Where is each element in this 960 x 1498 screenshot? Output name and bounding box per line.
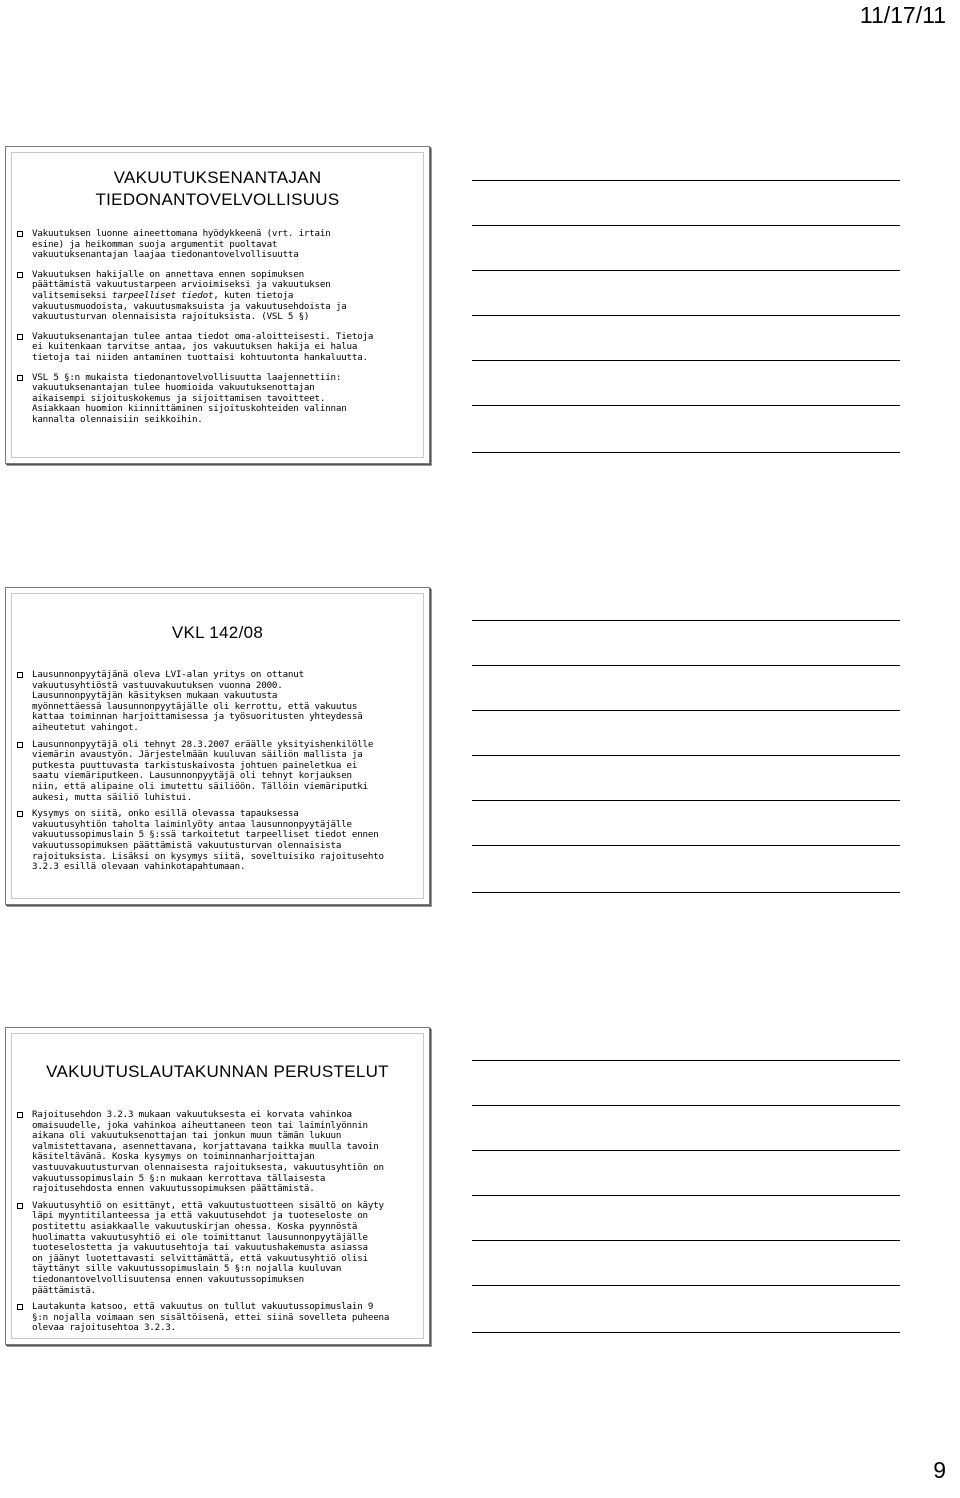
- note-line: [472, 800, 900, 801]
- text-line: Vakuutusyhtiö on esittänyt, että vakuutustuotteen sisältö on käyty: [32, 1199, 384, 1211]
- text-line: aiheutetut vahingot.: [32, 721, 139, 733]
- text-line: rajoitusehdosta ennen vakuutussopimuksen päättämistä.: [32, 1183, 315, 1195]
- text-line: vakuutusyhtiöstä vastuuvakuutuksen vuonna 2000.: [32, 679, 283, 691]
- text-line: käsiteltävänä. Koska kysymys on toiminnanharjoittajan: [32, 1151, 315, 1163]
- slide-1-bullet-3: [32, 332, 417, 364]
- note-line: [472, 180, 900, 181]
- text-line: tiedonantovelvollisuutensa ennen vakuutussopimuksen: [32, 1273, 304, 1285]
- text-line: kattaa toiminnan harjoittamisessa ja työsuoritusten yhteydessä: [32, 711, 363, 723]
- note-line: [472, 225, 900, 226]
- text-line: vakuutussopimuslain 5 §:n mukaan kerrottava tällaisesta: [32, 1172, 326, 1184]
- text-line: §:n nojalla voimaan sen sisältöisenä, ettei siinä sovelleta puheena: [32, 1311, 390, 1323]
- text-line: myönnettäessä lausunnonpyytäjälle oli kerrottu, että vakuutus: [32, 700, 358, 712]
- bullet-square-icon: [17, 231, 23, 237]
- text-line: vakuutusmuodoista, vakuutusmaksuista ja vakuutusehdoista ja: [32, 300, 347, 312]
- text-line: päättämistä.: [32, 1284, 96, 1296]
- text-fragment: , kuten tietoja: [213, 289, 294, 301]
- text-line: aikana oli vakuutuksenottajan tai jonkun muun tämän lukuun: [32, 1130, 342, 1142]
- note-line: [472, 1285, 900, 1286]
- slide-1-title-line-1: VAKUUTUKSENANTAJAN: [113, 168, 322, 187]
- text-line: Lausunnonpyytäjän käsityksen mukaan vakuutusta: [32, 690, 278, 702]
- slide-3-title: VAKUUTUSLAUTAKUNNAN PERUSTELUT: [46, 1062, 389, 1081]
- slide-3-bullet-3: [32, 1302, 417, 1334]
- text-line: vakuutusturvan olennaisista rajoituksista. (VSL 5 §): [32, 311, 310, 323]
- bullet-square-icon: [17, 672, 23, 678]
- bullet-square-icon: [17, 334, 23, 340]
- slide-2-title: VKL 142/08: [171, 623, 264, 642]
- text-line: Asiakkaan huomion kiinnittäminen sijoituskohteiden valinnan: [32, 403, 347, 415]
- notes-lines-1: [472, 180, 900, 460]
- bullet-square-icon: [17, 1304, 23, 1310]
- text-line: huolimatta vakuutusyhtiö ei ole toimittanut lausunnonpyytäjälle: [32, 1231, 368, 1243]
- text-line: Rajoitusehdon 3.2.3 mukaan vakuutuksesta ei korvata vahinkoa: [32, 1109, 352, 1120]
- note-line: [472, 1150, 900, 1151]
- print-date: 11/17/11: [859, 2, 946, 28]
- text-line: vakuutusyhtiön taholta laiminlyöty antaa lausunnonpyytäjälle: [32, 818, 352, 830]
- italic-fragment: tarpeelliset tiedot: [111, 289, 214, 301]
- text-line: tietoja tai niiden antaminen tuottaisi kohtuutonta hankaluutta.: [32, 351, 368, 363]
- text-line: ei kuitenkaan tarvitse antaa, jos vakuutuksen hakija ei halua: [32, 341, 358, 353]
- slide-2-bullet-2: [32, 740, 417, 804]
- bullet-square-icon: [17, 375, 23, 381]
- text-line: VSL 5 §:n mukaista tiedonantovelvollisuutta laajennettiin:: [32, 371, 342, 383]
- page-number: 9: [933, 1457, 946, 1483]
- text-line: kannalta olennaisiin seikkoihin.: [32, 413, 203, 425]
- text-line: vastuuvakuutusturvan olennaisesta rajoituksesta, vakuutusyhtiön on: [32, 1161, 384, 1173]
- slide-1-bullet-2: [32, 270, 417, 323]
- slide-2-body: [32, 670, 417, 873]
- note-line: [472, 1105, 900, 1106]
- notes-lines-2: [472, 620, 900, 900]
- slide-3-bullet-2: [32, 1201, 417, 1296]
- slide-2-bullet-3: [32, 809, 417, 873]
- note-line: [472, 452, 900, 453]
- slide-1-body: [32, 229, 417, 426]
- text-line: viemärin avaustyön. Järjestelmään kuuluvan säiliön mallista ja: [32, 749, 363, 761]
- text-line: vakuutuksenantajan laajaa tiedonantovelvollisuutta: [32, 249, 299, 261]
- slide-1-title-line-2: TIEDONANTOVELVOLLISUUS: [95, 190, 340, 209]
- note-line: [472, 405, 900, 406]
- text-line: saatu viemäriputkeen. Lausunnonpyytäjä oli tehnyt korjauksen: [32, 770, 352, 782]
- text-line: aikaisempi sijoituskokemus ja sijoittamisen tavoitteet.: [32, 392, 326, 404]
- notes-lines-3: [472, 1060, 900, 1340]
- note-line: [472, 1060, 900, 1061]
- text-line: [32, 291, 417, 302]
- bullet-square-icon: [17, 742, 23, 748]
- slide-2: [5, 587, 430, 905]
- text-line: esine) ja heikomman suoja argumentit puoltavat: [32, 238, 278, 250]
- text-line: Lausunnonpyytäjä oli tehnyt 28.3.2007 eräälle yksityishenkilölle: [32, 738, 374, 750]
- note-line: [472, 665, 900, 666]
- note-line: [472, 315, 900, 316]
- slide-3-body: [32, 1110, 417, 1334]
- text-line: läpi myyntitilanteessa ja että vakuutusehdot ja tuoteseloste on: [32, 1210, 368, 1222]
- note-line: [472, 1195, 900, 1196]
- text-line: tuoteselostetta ja vakuutusehtoja tai vakuutushakemusta asiassa: [32, 1242, 368, 1254]
- text-line: aukesi, mutta säiliö luhistui.: [32, 791, 192, 803]
- text-line: putkesta puuttuvasta tarkistuskaivosta johtuen paineletkua ei: [32, 759, 358, 771]
- text-line: niin, että alipaine oli imutettu säiliöön. Tällöin viemäriputki: [32, 780, 368, 792]
- note-line: [472, 892, 900, 893]
- bullet-square-icon: [17, 1203, 23, 1209]
- note-line: [472, 1240, 900, 1241]
- note-line: [472, 620, 900, 621]
- slide-1-title: [6, 167, 429, 211]
- text-line: rajoituksista. Lisäksi on kysymys siitä, soveltuisiko rajoitusehto: [32, 850, 384, 862]
- slide-3-bullet-1: [32, 1110, 417, 1195]
- note-line: [472, 360, 900, 361]
- bullet-square-icon: [17, 1112, 23, 1118]
- text-line: olevaa rajoitusehtoa 3.2.3.: [32, 1322, 176, 1334]
- note-line: [472, 710, 900, 711]
- note-line: [472, 270, 900, 271]
- text-line: valmistettavana, asennettavana, korjattavana taikka muulla tavoin: [32, 1140, 379, 1152]
- text-fragment: valitsemiseksi: [32, 289, 112, 301]
- note-line: [472, 1332, 900, 1333]
- text-line: täyttänyt sille vakuutussopimuslain 5 §:n nojalla kuuluvan: [32, 1263, 342, 1275]
- text-line: omaisuudelle, joka vahinkoa aiheuttaneen teon tai laiminlyönnin: [32, 1119, 368, 1131]
- text-line: vakuutuksenantajan tulee huomioida vakuutuksenottajan: [32, 382, 315, 394]
- text-line: on jäänyt luotettavasti selvittämättä, että vakuutusyhtiö olisi: [32, 1252, 368, 1264]
- text-line: Lausunnonpyytäjänä oleva LVI-alan yritys on ottanut: [32, 669, 304, 680]
- text-line: Vakuutuksen hakijalle on annettava ennen sopimuksen: [32, 268, 304, 280]
- text-line: postitettu asiakkaalle vakuutuskirjan ohessa. Koska pyynnöstä: [32, 1220, 358, 1232]
- bullet-square-icon: [17, 272, 23, 278]
- slide-2-bullet-1: [32, 670, 417, 734]
- note-line: [472, 755, 900, 756]
- text-line: vakuutussopimuksen päättämistä vakuutusturvan olennaisista: [32, 839, 342, 851]
- text-line: Vakuutuksen luonne aineettomana hyödykkeenä (vrt. irtain: [32, 228, 331, 239]
- text-line: 3.2.3 esillä olevaan vahinkotapahtumaan.: [32, 861, 246, 873]
- slide-1-bullet-1: [32, 229, 417, 261]
- text-line: vakuutussopimuslain 5 §:ssä tarkoitetut tarpeelliset tiedot ennen: [32, 829, 379, 841]
- text-line: Vakuutuksenantajan tulee antaa tiedot oma-aloitteisesti. Tietoja: [32, 330, 374, 342]
- text-line: Kysymys on siitä, onko esillä olevassa tapauksessa: [32, 808, 299, 820]
- text-line: Lautakunta katsoo, että vakuutus on tullut vakuutussopimuslain 9: [32, 1301, 374, 1313]
- slide-3: [5, 1027, 430, 1345]
- bullet-square-icon: [17, 811, 23, 817]
- text-line: päättämistä vakuutustarpeen arvioimiseksi ja vakuutuksen: [32, 279, 331, 291]
- slide-1: [5, 146, 430, 464]
- note-line: [472, 845, 900, 846]
- slide-1-bullet-4: [32, 373, 417, 426]
